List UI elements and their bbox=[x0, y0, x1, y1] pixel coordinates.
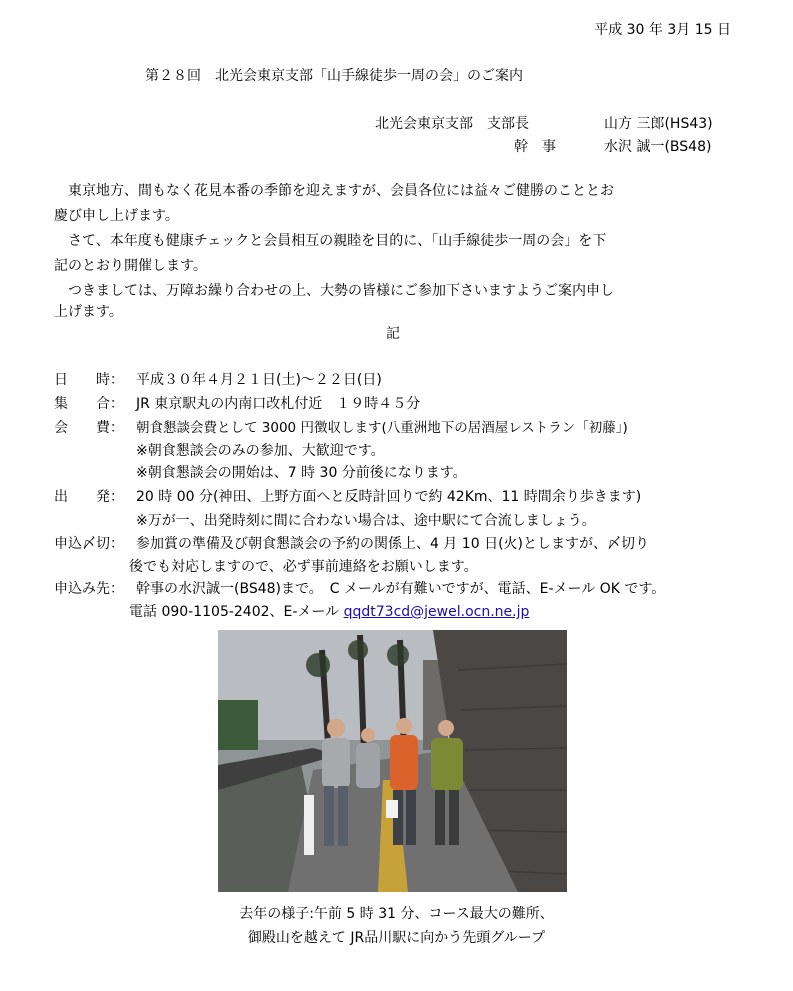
detail-depart-value: 20 時 00 分(神田、上野方面へと反時計回りで約 42Km、11 時間余り歩きます) bbox=[136, 489, 642, 505]
detail-depart bbox=[54, 487, 641, 507]
detail-apply bbox=[54, 579, 665, 599]
detail-depart-label: 出 発： bbox=[54, 489, 124, 505]
document-title: 第２８回 北光会東京支部「山手線徒歩一周の会」のご案内 bbox=[145, 68, 523, 84]
body-line-6: 上げます。 bbox=[54, 304, 123, 320]
document-date: 平成 30 年 3月 15 日 bbox=[594, 22, 731, 38]
detail-deadline bbox=[54, 534, 649, 554]
photo-caption-line-1: 去年の様子:午前 5 時 31 分、コース最大の難所、 bbox=[239, 906, 554, 922]
detail-apply-value: 幹事の水沢誠一(BS48)まで。 C メールが有難いですが、電話、E-メール OK です。 bbox=[136, 581, 666, 597]
detail-deadline-line-2: 後でも対応しますので、必ず事前連絡をお願いします。 bbox=[129, 559, 478, 575]
body-line-3: さて、本年度も健康チェックと会員相互の親睦を目的に、「山手線徒歩一周の会」を下 bbox=[54, 233, 607, 249]
email-link[interactable]: qqdt73cd@jewel.ocn.ne.jp bbox=[343, 604, 530, 620]
detail-fee bbox=[54, 418, 628, 438]
body-line-4: 記のとおり開催します。 bbox=[54, 258, 207, 274]
contact-phone: 電話 090-1105-2402、E-メール bbox=[129, 604, 344, 620]
detail-deadline-value: 参加賞の準備及び朝食懇談会の予約の関係上、4 月 10 日(火)としますが、〆切り bbox=[136, 536, 649, 552]
body-line-1: 東京地方、間もなく花見本番の季節を迎えますが、会員各位には益々ご健勝のこととお bbox=[54, 183, 614, 199]
detail-contact bbox=[129, 602, 529, 622]
detail-fee-value: 朝食懇談会費として 3000 円徴収します(八重洲地下の居酒屋レストラン「初藤」) bbox=[136, 420, 628, 436]
detail-fee-note-1: ※朝食懇談会のみの参加、大歓迎です。 bbox=[136, 443, 385, 459]
body-line-5: つきましては、万障お繰り合わせの上、大勢の皆様にご参加下さいますようご案内申し bbox=[54, 283, 614, 299]
photo-caption-line-2: 御殿山を越えて JR品川駅に向かう先頭グループ bbox=[247, 930, 546, 946]
detail-meet-label: 集 合： bbox=[54, 396, 124, 412]
sender-role: 幹 事 bbox=[514, 139, 556, 155]
detail-date bbox=[54, 370, 382, 390]
detail-fee-note-2: ※朝食懇談会の開始は、7 時 30 分前後になります。 bbox=[136, 465, 467, 481]
detail-fee-label: 会 費： bbox=[54, 420, 124, 436]
detail-meet bbox=[54, 394, 420, 414]
detail-meet-value: JR 東京駅丸の内南口改札付近 １９時４５分 bbox=[136, 396, 421, 412]
ki-heading: 記 bbox=[386, 326, 400, 342]
detail-date-value: 平成３０年４月２１日(土)～２２日(日) bbox=[136, 372, 382, 388]
detail-apply-label: 申込み先： bbox=[54, 581, 124, 597]
detail-date-label: 日 時： bbox=[54, 372, 124, 388]
sender-chief: 山方 三郎(HS43) bbox=[604, 116, 713, 132]
sender-secretary: 水沢 誠一(BS48) bbox=[604, 139, 712, 155]
detail-depart-note: ※万が一、出発時刻に間に合わない場合は、途中駅にて合流しましょう。 bbox=[136, 513, 596, 529]
sender-org: 北光会東京支部 支部長 bbox=[375, 116, 529, 132]
body-line-2: 慶び申し上げます。 bbox=[54, 208, 179, 224]
detail-deadline-label: 申込〆切： bbox=[54, 536, 124, 552]
walking-group-photo bbox=[218, 630, 567, 892]
